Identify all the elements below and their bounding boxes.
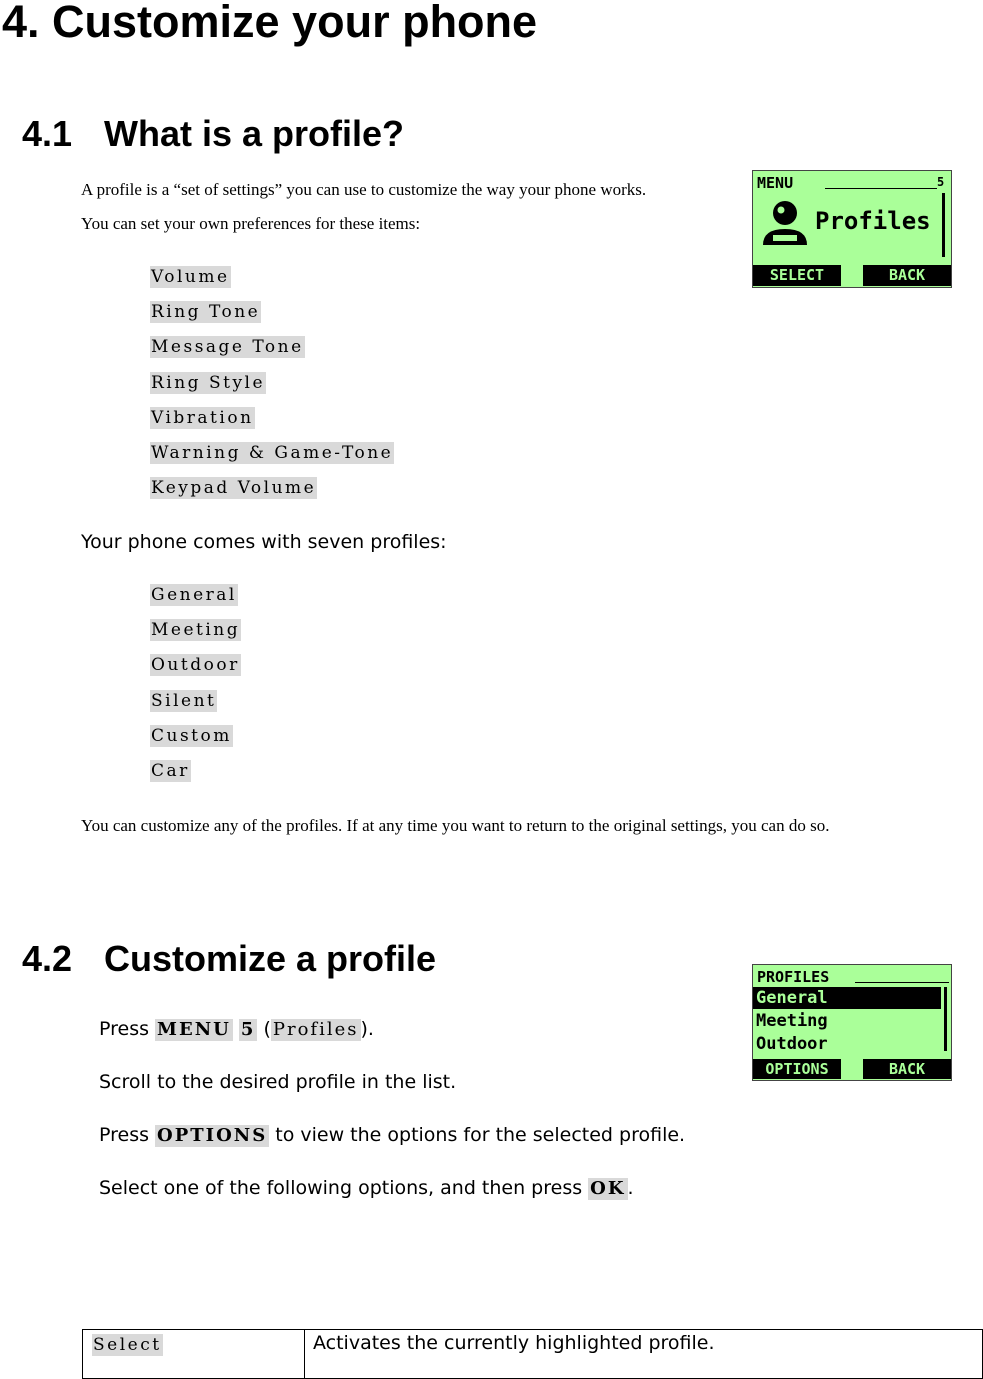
- intro-paragraph-1: A profile is a “set of settings” you can use to customize the way your phone works.: [81, 180, 647, 199]
- step-text: Press: [99, 1124, 156, 1146]
- back-softkey: BACK: [863, 1059, 951, 1079]
- profile-row: Meeting: [756, 1011, 828, 1031]
- title-underline: [825, 188, 937, 189]
- list-item: Keypad Volume: [151, 478, 317, 499]
- section-4-1-heading: [22, 113, 404, 155]
- section-number: 4.2: [22, 938, 73, 979]
- ok-key: OK: [590, 1178, 626, 1199]
- step-text: .: [627, 1177, 634, 1199]
- title-underline: [855, 982, 949, 983]
- chapter-heading: 4. Customize your phone: [2, 0, 538, 47]
- options-key: OPTIONS: [157, 1125, 268, 1146]
- list-item: Outdoor: [151, 655, 240, 676]
- table-row: [83, 1330, 983, 1379]
- scrollbar: [944, 987, 947, 1051]
- select-softkey: SELECT: [753, 265, 841, 286]
- section-4-2-heading: [22, 938, 436, 980]
- list-item: Meeting: [151, 620, 241, 641]
- list-item: Silent: [151, 690, 217, 711]
- intro-paragraph-2: You can set your own preferences for these items:: [81, 214, 421, 233]
- menu-number: 5: [937, 175, 945, 189]
- profile-row: Outdoor: [756, 1034, 828, 1054]
- phone-screen-menu: [752, 170, 952, 288]
- screen-label: Profiles: [815, 207, 931, 235]
- closing-paragraph: You can customize any of the profiles. If at any time you want to return to the original settings, you can do so.: [81, 816, 830, 835]
- step-3: [99, 1124, 685, 1147]
- option-name: Select: [93, 1335, 162, 1355]
- step-text: to view the options for the selected profile.: [269, 1124, 686, 1146]
- profiles-code: Profiles: [272, 1019, 359, 1040]
- list-item: Message Tone: [151, 337, 304, 358]
- step-4: [99, 1177, 634, 1200]
- profiles-list: [150, 584, 241, 795]
- key-5: 5: [240, 1019, 256, 1040]
- options-table: [82, 1329, 983, 1379]
- list-item: Ring Tone: [151, 302, 261, 323]
- back-softkey: BACK: [863, 265, 951, 286]
- screen-title: PROFILES: [757, 968, 830, 986]
- options-softkey: OPTIONS: [753, 1059, 841, 1079]
- profiles-intro: Your phone comes with seven profiles:: [81, 531, 447, 553]
- section-number: 4.1: [22, 113, 73, 154]
- list-item: Ring Style: [151, 372, 266, 393]
- settings-items-list: [150, 266, 394, 512]
- menu-key: MENU: [157, 1019, 231, 1040]
- step-text: (: [257, 1018, 271, 1040]
- section-title: Customize a profile: [104, 938, 437, 979]
- list-item: Vibration: [151, 407, 254, 428]
- step-text: ).: [360, 1018, 374, 1040]
- list-item: Volume: [151, 267, 230, 287]
- list-item: Custom: [151, 725, 232, 746]
- section-title: What is a profile?: [104, 113, 405, 154]
- screen-title: MENU: [757, 174, 794, 192]
- step-text: Press: [99, 1018, 156, 1040]
- step-2: Scroll to the desired profile in the list.: [99, 1071, 457, 1093]
- scrollbar: [942, 193, 945, 257]
- user-profile-icon: [759, 197, 811, 249]
- list-item: Car: [151, 760, 190, 781]
- profile-row-selected: General: [753, 987, 941, 1009]
- option-description: Activates the currently highlighted profile.: [313, 1332, 715, 1354]
- step-1: [99, 1018, 374, 1041]
- description-cell: [305, 1330, 983, 1379]
- phone-screen-profiles: [752, 964, 952, 1081]
- list-item: General: [151, 585, 237, 605]
- option-cell: [83, 1330, 305, 1379]
- list-item: Warning & Game-Tone: [151, 442, 394, 463]
- step-text: Select one of the following options, and then press: [99, 1177, 589, 1199]
